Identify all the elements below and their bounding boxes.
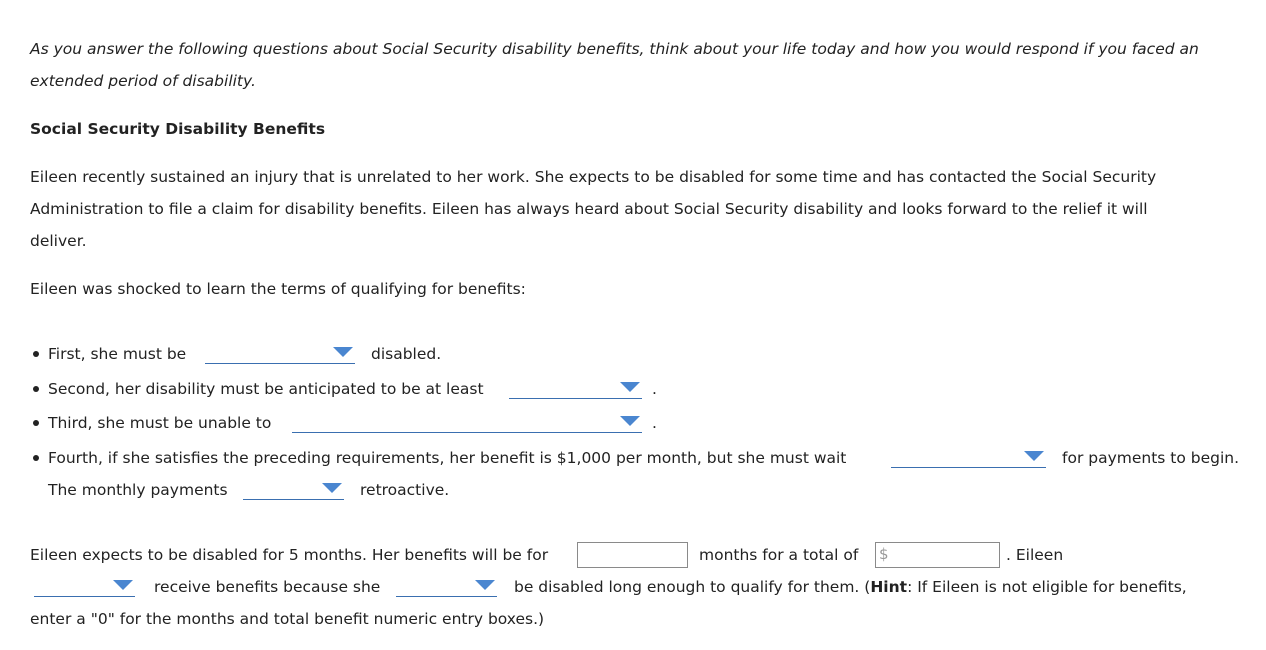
bullet-1-text: First, she must be xyxy=(48,345,187,363)
disabled-long-enough-dropdown[interactable] xyxy=(396,574,497,597)
chevron-down-icon xyxy=(322,483,342,493)
benefit-total-input[interactable] xyxy=(875,542,1000,568)
inability-dropdown[interactable] xyxy=(292,410,642,433)
final-text-1: Eileen expects to be disabled for 5 months. Her benefits will be for xyxy=(30,546,549,564)
paragraph-line-2: Administration to file a claim for disability benefits. Eileen has always heard about Social Security disability and looks forward to the relief it will xyxy=(30,200,1148,218)
chevron-down-icon xyxy=(1024,451,1044,461)
bullet-dot xyxy=(33,455,39,461)
bullet-3-suffix: . xyxy=(652,414,657,432)
final-text-2: months for a total of xyxy=(699,546,859,564)
bullet-dot xyxy=(33,386,39,392)
final-text-5 xyxy=(514,577,1187,597)
lead-text: Eileen was shocked to learn the terms of qualifying for benefits: xyxy=(30,280,526,298)
final-text-4: receive benefits because she xyxy=(154,578,381,596)
final-text-6: enter a "0" for the months and total benefit numeric entry boxes.) xyxy=(30,610,545,628)
bullet-2-suffix: . xyxy=(652,380,657,398)
chevron-down-icon xyxy=(620,416,640,426)
paragraph-line-1: Eileen recently sustained an injury that is unrelated to her work. She expects to be disabled for some time and has contacted the Social Security xyxy=(30,168,1157,186)
retroactive-dropdown[interactable] xyxy=(243,477,344,500)
benefit-months-input[interactable] xyxy=(577,542,688,568)
intro-line-2: extended period of disability. xyxy=(30,72,256,90)
chevron-down-icon xyxy=(113,580,133,590)
final-text-5b: : If Eileen is not eligible for benefits, xyxy=(907,578,1187,596)
intro-line-1: As you answer the following questions about Social Security disability benefits, think about your life today and how you would respond if you faced an xyxy=(30,40,1199,58)
disability-duration-dropdown[interactable] xyxy=(509,376,642,399)
final-text-5a: be disabled long enough to qualify for them. ( xyxy=(514,578,871,596)
receive-benefits-dropdown[interactable] xyxy=(34,574,135,597)
bullet-4-text: Fourth, if she satisfies the preceding requirements, her benefit is $1,000 per month, but she must wait xyxy=(48,449,847,467)
bullet-3-text: Third, she must be unable to xyxy=(48,414,272,432)
final-text-3: . Eileen xyxy=(1006,546,1064,564)
chevron-down-icon xyxy=(333,347,353,357)
waiting-period-dropdown[interactable] xyxy=(891,445,1046,468)
chevron-down-icon xyxy=(475,580,495,590)
bullet-2-text: Second, her disability must be anticipated to be at least xyxy=(48,380,484,398)
bullet-4-suffix: for payments to begin. xyxy=(1062,449,1240,467)
section-heading: Social Security Disability Benefits xyxy=(30,120,326,138)
dollar-prefix: $ xyxy=(879,545,889,563)
bullet-dot xyxy=(33,351,39,357)
paragraph-line-3: deliver. xyxy=(30,232,87,250)
bullet-4-line-2-text: The monthly payments xyxy=(48,481,228,499)
bullet-dot xyxy=(33,420,39,426)
disability-degree-dropdown[interactable] xyxy=(205,341,355,364)
bullet-4-line-2-suffix: retroactive. xyxy=(360,481,450,499)
bullet-1-suffix: disabled. xyxy=(371,345,442,363)
chevron-down-icon xyxy=(620,382,640,392)
hint-label: Hint xyxy=(870,578,908,596)
